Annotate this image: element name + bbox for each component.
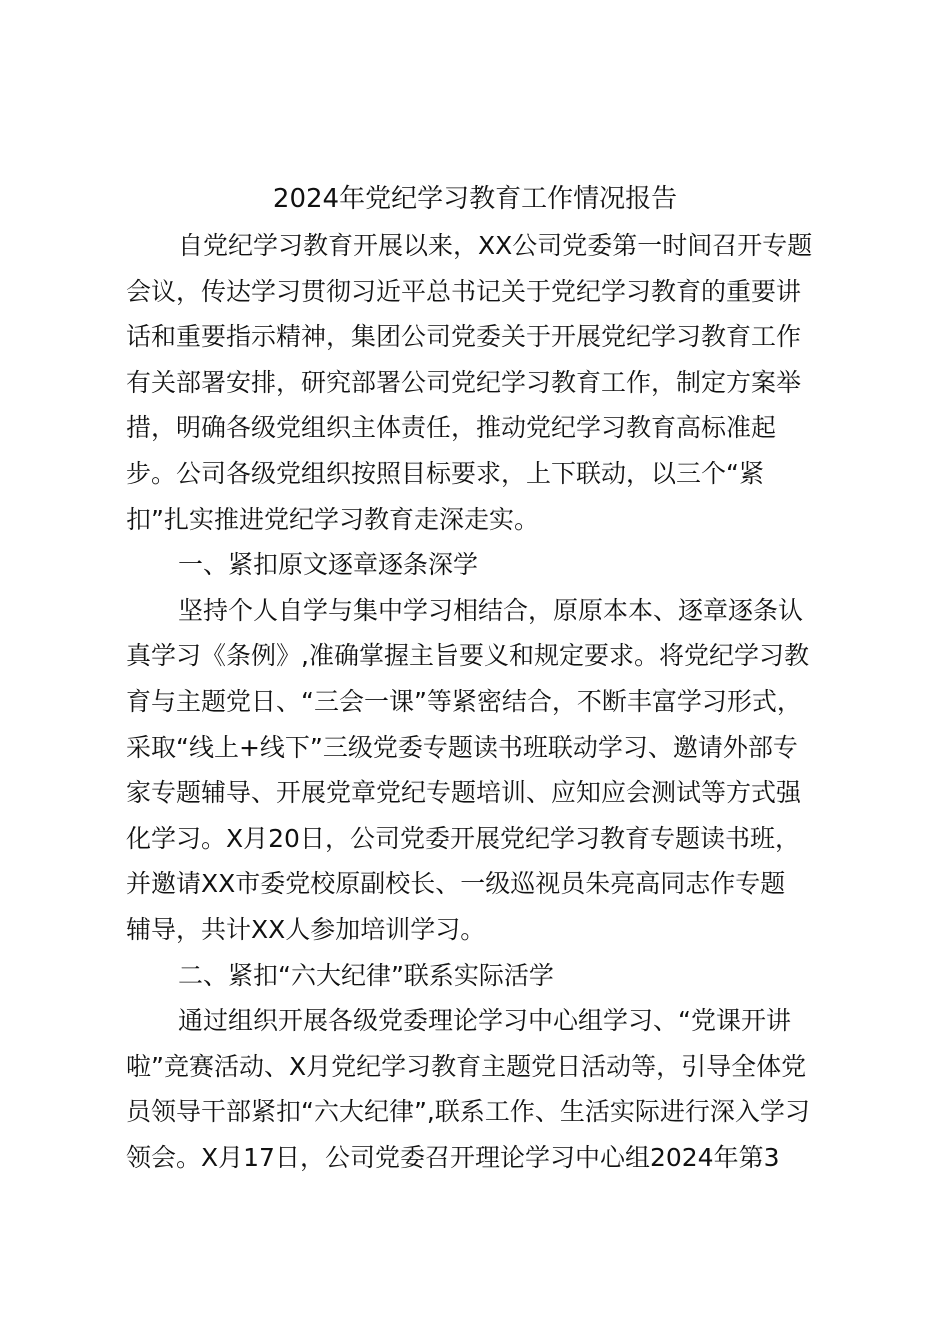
body-line: 通过组织开展各级党委理论学习中心组学习、“党课开讲 <box>178 1006 791 1036</box>
body-line: 并邀请XX市委党校原副校长、一级巡视员朱亮高同志作专题 <box>126 869 786 899</box>
body-line: 扣”扎实推进党纪学习教育走深走实。 <box>126 504 539 534</box>
body-line: 真学习《条例》,准确掌握主旨要义和规定要求。将党纪学习教 <box>126 641 809 671</box>
document-title: 2024年党纪学习教育工作情况报告 <box>272 184 678 214</box>
body-line: 采取“线上+线下”三级党委专题读书班联动学习、邀请外部专 <box>126 732 798 762</box>
body-line: 啦”竞赛活动、X月党纪学习教育主题党日活动等，引导全体党 <box>126 1051 807 1081</box>
body-line: 话和重要指示精神，集团公司党委关于开展党纪学习教育工作 <box>126 322 802 352</box>
body-line: 步。公司各级党组织按照目标要求，上下联动，以三个“紧 <box>126 458 764 488</box>
document-body <box>126 223 836 1180</box>
body-line: 育与主题党日、“三会一课”等紧密结合，不断丰富学习形式， <box>126 686 802 716</box>
body-line: 一、紧扣原文逐章逐条深学 <box>178 550 479 580</box>
body-line: 员领导干部紧扣“六大纪律”,联系工作、生活实际进行深入学习 <box>126 1097 810 1127</box>
body-line: 有关部署安排，研究部署公司党纪学习教育工作，制定方案举 <box>126 367 802 397</box>
body-line: 领会。X月17日，公司党委召开理论学习中心组2024年第3 <box>126 1142 780 1172</box>
body-line: 二、紧扣“六大纪律”联系实际活学 <box>178 960 554 990</box>
body-line: 会议，传达学习贯彻习近平总书记关于党纪学习教育的重要讲 <box>126 276 802 306</box>
body-line: 化学习。X月20日，公司党委开展党纪学习教育专题读书班， <box>126 823 800 853</box>
body-line: 家专题辅导、开展党章党纪专题培训、应知应会测试等方式强 <box>126 778 802 808</box>
body-line: 辅导，共计XX人参加培训学习。 <box>126 914 486 944</box>
body-line: 坚持个人自学与集中学习相结合，原原本本、逐章逐条认 <box>178 595 804 625</box>
body-line: 自党纪学习教育开展以来，XX公司党委第一时间召开专题 <box>178 231 813 260</box>
body-line: 措，明确各级党组织主体责任，推动党纪学习教育高标准起 <box>126 413 777 443</box>
